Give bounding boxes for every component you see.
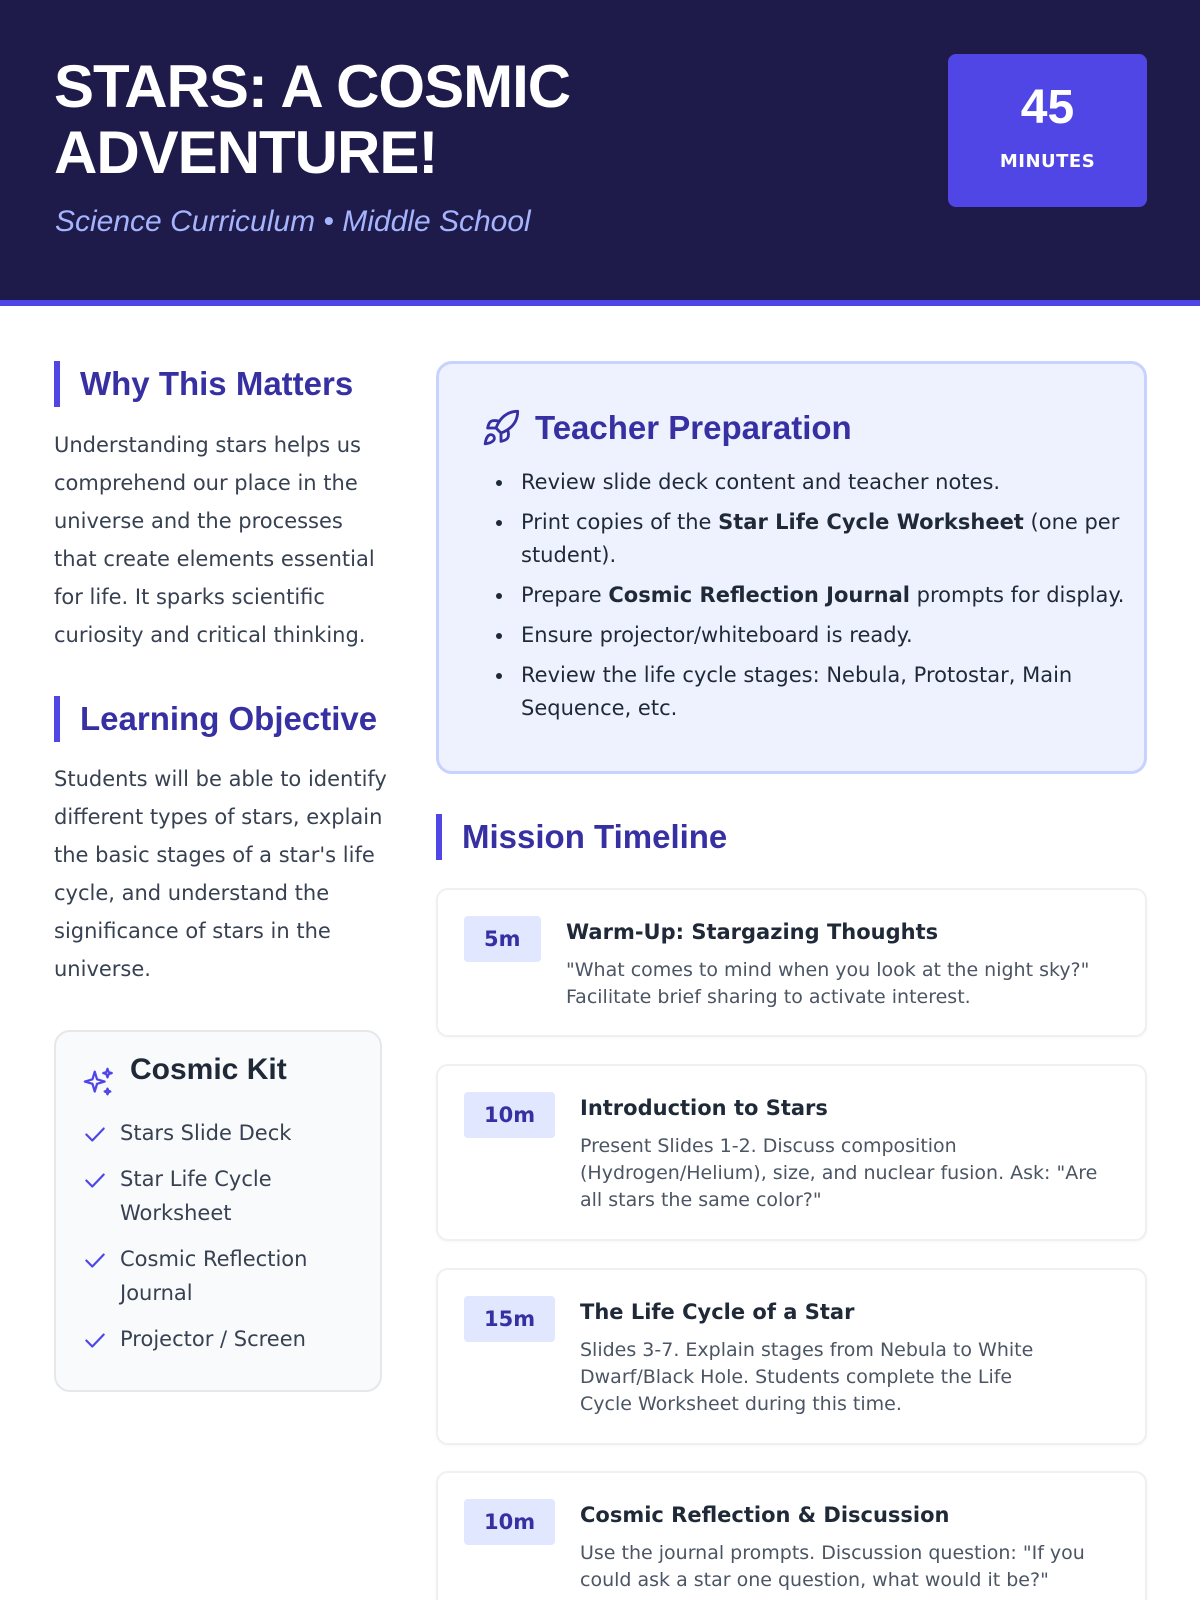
prep-item: • Prepare Cosmic Reflection Journal prompts for display.: [515, 579, 1125, 612]
timeline-item-description: Present Slides 1-2. Discuss composition (Hydrogen/Helium), size, and nuclear fusion. Ask: "Are all stars the same color?": [580, 1135, 1098, 1211]
duration-badge: [948, 54, 1147, 207]
prep-heading: Teacher Preparation: [535, 409, 852, 446]
kit-item-label: Star Life Cycle Worksheet: [120, 1167, 272, 1225]
prep-item: • Print copies of the Star Life Cycle Worksheet (one per student).: [515, 506, 1125, 572]
prep-list: [515, 466, 1125, 732]
timeline-heading: Mission Timeline: [436, 814, 727, 860]
check-icon: [82, 1167, 108, 1193]
timeline-duration-badge: 10m: [464, 1499, 555, 1545]
duration-value: 45: [1020, 81, 1075, 134]
kit-list: [82, 1116, 372, 1368]
kit-item-label: Projector / Screen: [120, 1327, 306, 1351]
timeline-item: [436, 1268, 1147, 1445]
kit-item-label: Cosmic Reflection Journal: [120, 1247, 308, 1305]
sparkles-icon: [82, 1066, 116, 1100]
timeline-item-description: Use the journal prompts. Discussion question: "If you could ask a star one question, what would it be?": [580, 1542, 1085, 1591]
timeline-item-title: Cosmic Reflection & Discussion: [580, 1503, 950, 1527]
cosmic-kit-card: [54, 1030, 382, 1392]
kit-item: [82, 1162, 372, 1230]
timeline-item-title: Warm-Up: Stargazing Thoughts: [566, 920, 939, 944]
kit-item-label: Stars Slide Deck: [120, 1121, 292, 1145]
check-icon: [82, 1247, 108, 1273]
objective-text: Students will be able to identify different types of stars, explain the basic stages of a star's life cycle, and understand the significance of stars in the universe.: [54, 767, 387, 981]
prep-item: • Review the life cycle stages: Nebula, Protostar, Main Sequence, etc.: [515, 659, 1125, 725]
objective-heading: Learning Objective: [54, 696, 377, 742]
timeline-duration-badge: 15m: [464, 1296, 555, 1342]
check-icon: [82, 1121, 108, 1147]
kit-heading: Cosmic Kit: [130, 1053, 287, 1086]
timeline-item: [436, 1064, 1147, 1241]
timeline-item: [436, 888, 1147, 1037]
kit-item: [82, 1242, 372, 1310]
timeline-item-title: Introduction to Stars: [580, 1096, 828, 1120]
timeline-item-title: The Life Cycle of a Star: [580, 1300, 855, 1324]
timeline-duration-badge: 10m: [464, 1092, 555, 1138]
why-heading: Why This Matters: [54, 361, 353, 407]
rocket-icon: [481, 408, 521, 448]
check-icon: [82, 1327, 108, 1353]
duration-label: MINUTES: [999, 151, 1096, 172]
teacher-preparation-card: [436, 361, 1147, 774]
prep-item: • Ensure projector/whiteboard is ready.: [515, 619, 1125, 652]
page-title: STARS: A COSMIC ADVENTURE!: [54, 53, 571, 186]
why-text: Understanding stars helps us comprehend our place in the universe and the processes that create elements essential for life. It sparks scientific curiosity and critical thinking.: [54, 433, 375, 647]
timeline-item-description: Slides 3-7. Explain stages from Nebula to White Dwarf/Black Hole. Students complete the Life Cycle Worksheet during this time.: [580, 1339, 1034, 1415]
prep-item: • Review slide deck content and teacher notes.: [515, 466, 1125, 499]
timeline-duration-badge: 5m: [464, 916, 541, 962]
timeline-item-description: "What comes to mind when you look at the night sky?" Facilitate brief sharing to activate interest.: [566, 959, 1090, 1008]
kit-item: [82, 1322, 372, 1356]
page-header: [0, 0, 1200, 306]
timeline-item: [436, 1471, 1147, 1600]
page-subtitle: Science Curriculum • Middle School: [55, 205, 531, 238]
kit-item: [82, 1116, 372, 1150]
